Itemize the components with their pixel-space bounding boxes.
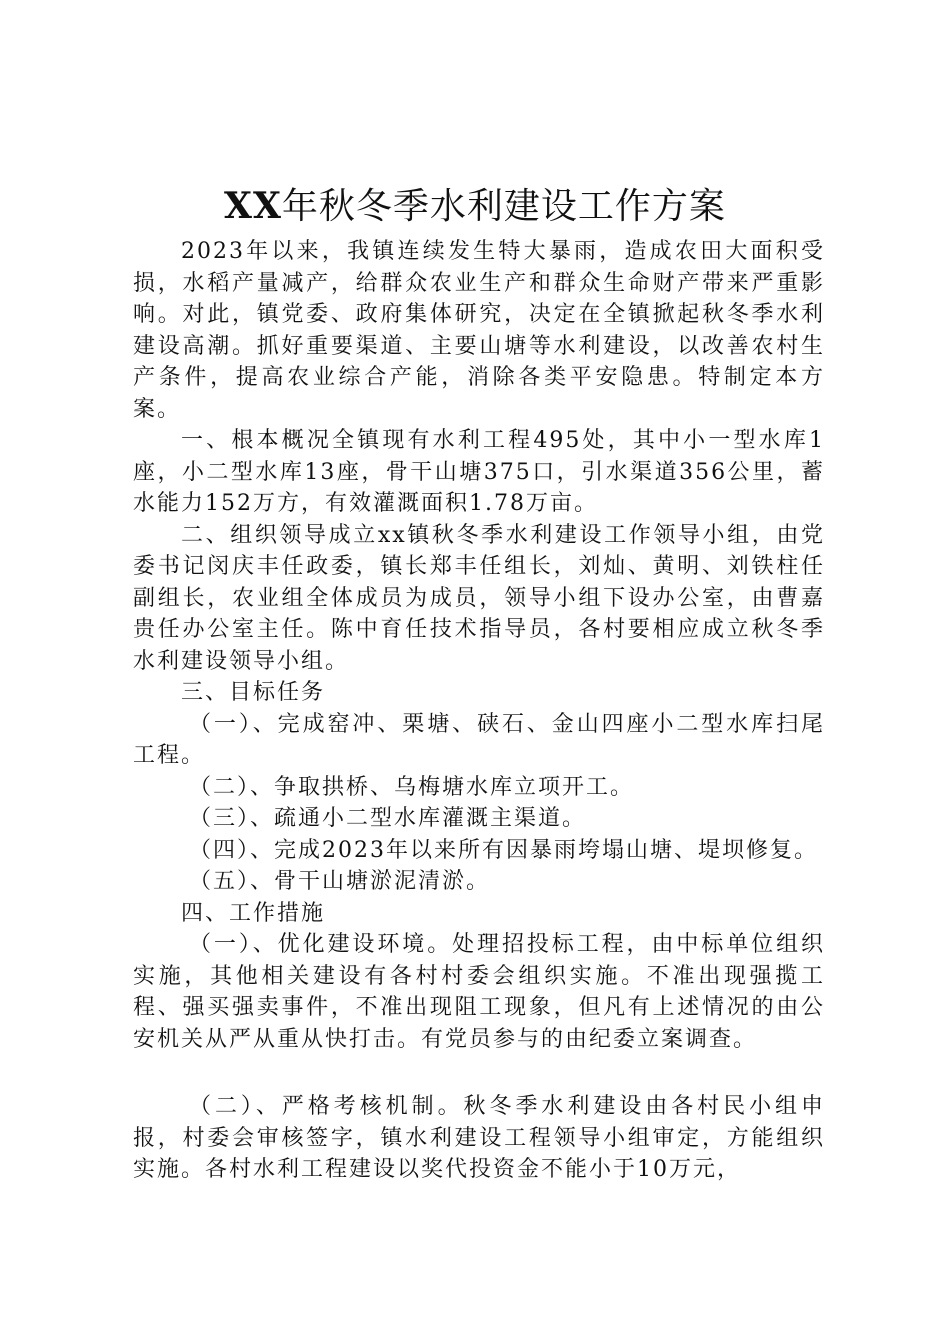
title-prefix: XX xyxy=(224,185,282,227)
goal-item-3: （三）、疏通小二型水库灌溉主渠道。 xyxy=(189,806,587,831)
paragraph-intro: 2023年以来，我镇连续发生特大暴雨，造成农田大面积受损，水稻产量减产，给群众农业生产和群众生命财产带来严重影响。对此，镇党委、政府集体研究，决定在全镇掀起秋冬季水利建设高潮。抓好重要渠道、主要山塘等水利建设，以改善农村生产条件，提高农业综合产能，消除各类平安隐患。特制定本方案。 xyxy=(133,239,825,422)
paragraph-gap xyxy=(133,1055,825,1091)
goal-item-1: （一）、完成窑冲、栗塘、硖石、金山四座小二型水库扫尾工程。 xyxy=(133,711,825,768)
document-title xyxy=(0,183,950,230)
document-body xyxy=(133,236,825,1186)
measure-item-2: （二）、严格考核机制。秋冬季水利建设由各村民小组申报，村委会审核签字，镇水利建设工程领导小组审定，方能组织实施。各村水利工程建设以奖代投资金不能小于10万元， xyxy=(133,1094,825,1182)
goal-item-2: （二）、争取拱桥、乌梅塘水库立项开工。 xyxy=(189,774,635,800)
title-text: 年秋冬季水利建设工作方案 xyxy=(281,186,726,227)
heading-goals: 三、目标任务 xyxy=(181,680,326,705)
goal-item-4: （四）、完成2023年以来所有因暴雨垮塌山塘、堤坝修复。 xyxy=(189,837,818,863)
goal-item-5: （五）、骨干山塘淤泥清淤。 xyxy=(189,869,491,894)
measure-item-1: （一）、优化建设环境。处理招投标工程，由中标单位组织实施，其他相关建设有各村村委会组织实施。不准出现强揽工程、强买强卖事件，不准出现阻工现象，但凡有上述情况的由公安机关从严从重从快打击。有党员参与的由纪委立案调查。 xyxy=(133,932,825,1052)
paragraph-overview: 一、根本概况全镇现有水利工程495处，其中小一型水库1座，小二型水库13座，骨干山塘375口，引水渠道356公里，蓄水能力152万方，有效灌溉面积1.78万亩。 xyxy=(133,428,825,516)
heading-measures: 四、工作措施 xyxy=(181,900,326,926)
paragraph-organization: 二、组织领导成立xx镇秋冬季水利建设工作领导小组，由党委书记闵庆丰任政委，镇长郑丰任组长，刘灿、黄明、刘铁柱任副组长，农业组全体成员为成员，领导小组下设办公室，由曹嘉贵任办公室主任。陈中育任技术指导员，各村要相应成立秋冬季水利建设领导小组。 xyxy=(133,522,825,674)
